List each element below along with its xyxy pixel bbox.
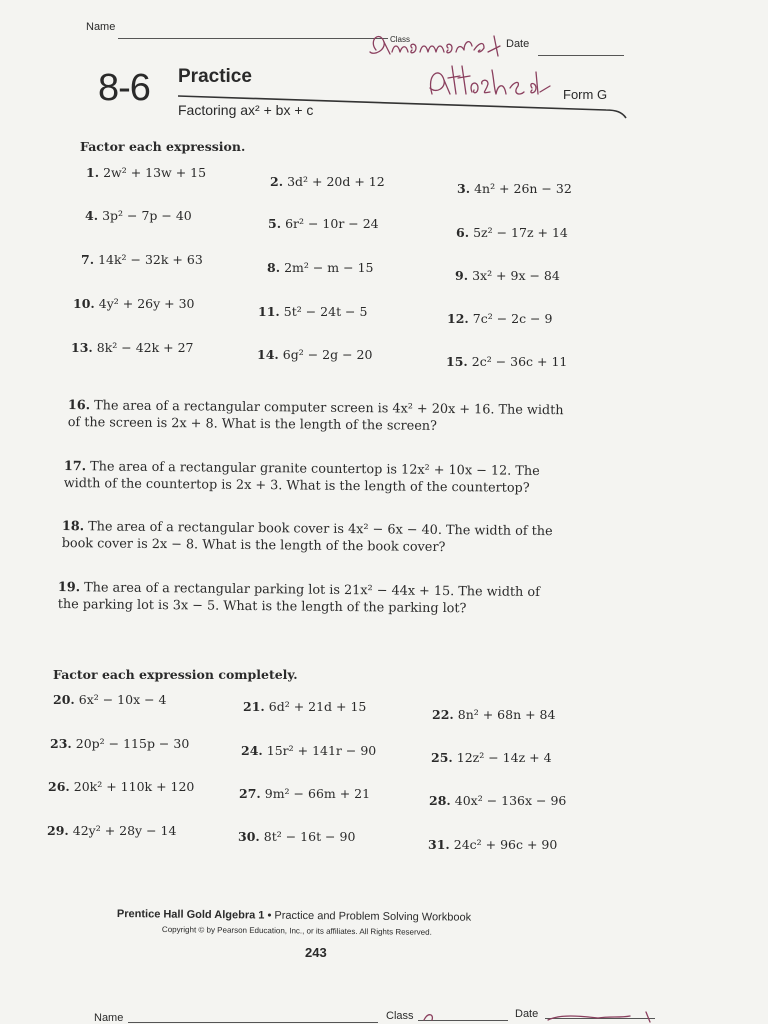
section1-instruction: Factor each expression. — [80, 139, 246, 154]
problem-12: 12. 7c² − 2c − 9 — [447, 311, 553, 326]
problem-20: 20. 6x² − 10x − 4 — [53, 692, 167, 707]
header-rule — [176, 90, 636, 120]
problem-30: 30. 8t² − 16t − 90 — [238, 829, 356, 844]
problem-7: 7. 14k² − 32k + 63 — [81, 252, 203, 267]
problem-24: 24. 15r² + 141r − 90 — [241, 743, 377, 758]
bottom-handwriting-marks — [420, 1008, 660, 1024]
name-label: Name — [86, 21, 116, 33]
problem-22: 22. 8n² + 68n + 84 — [432, 707, 556, 722]
problem-15: 15. 2c² − 36c + 11 — [446, 354, 568, 369]
page-title: Practice — [178, 66, 252, 87]
bottom-name-label: Name — [94, 1012, 124, 1024]
problem-14: 14. 6g² − 2g − 20 — [257, 347, 373, 362]
word-problem-19: 19. The area of a rectangular parking lot is 21x² − 44x + 15. The width of the parking lot is 3x − 5. What is the length of the parking lot? — [57, 579, 540, 617]
problem-8: 8. 2m² − m − 15 — [267, 260, 374, 275]
bottom-date-label: Date — [515, 1008, 539, 1020]
footer-book-title: Prentice Hall Gold Algebra 1 • Practice and Problem Solving Workbook — [116, 908, 472, 924]
date-label: Date — [506, 38, 530, 50]
problem-2: 2. 3d² + 20d + 12 — [270, 174, 385, 189]
problem-9: 9. 3x² + 9x − 84 — [455, 268, 560, 283]
problem-28: 28. 40x² − 136x − 96 — [429, 793, 567, 808]
problem-21: 21. 6d² + 21d + 15 — [243, 699, 367, 714]
problem-29: 29. 42y² + 28y − 14 — [47, 823, 177, 838]
problem-5: 5. 6r² − 10r − 24 — [268, 216, 379, 231]
bottom-class-label: Class — [386, 1010, 414, 1022]
class-label: Class — [390, 35, 411, 44]
problem-3: 3. 4n² + 26n − 32 — [457, 181, 572, 196]
section2-instruction: Factor each expression completely. — [53, 667, 298, 682]
lesson-number: 8-6 — [98, 67, 150, 109]
page-number: 243 — [305, 945, 327, 960]
problem-6: 6. 5z² − 17z + 14 — [456, 225, 568, 240]
bottom-name-line[interactable] — [128, 1022, 378, 1023]
problem-25: 25. 12z² − 14z + 4 — [431, 750, 552, 765]
problem-1: 1. 2w² + 13w + 15 — [86, 165, 207, 180]
word-problem-16: 16. The area of a rectangular computer screen is 4x² + 20x + 16. The width of the screen is 2x + 8. What is the length of the screen? — [67, 397, 564, 434]
name-line[interactable] — [118, 38, 388, 39]
footer-copyright: Copyright © by Pearson Education, Inc., or its affiliates. All Rights Reserved. — [161, 925, 432, 937]
problem-31: 31. 24c² + 96c + 90 — [428, 837, 558, 852]
word-problem-18: 18. The area of a rectangular book cover is 4x² − 6x − 40. The width of the book cover is 2x − 8. What is the length of the book cover? — [61, 518, 553, 556]
problem-27: 27. 9m² − 66m + 21 — [239, 786, 371, 801]
problem-26: 26. 20k² + 110k + 120 — [48, 779, 195, 794]
problem-10: 10. 4y² + 26y + 30 — [73, 296, 195, 311]
problem-11: 11. 5t² − 24t − 5 — [258, 304, 368, 319]
problem-4: 4. 3p² − 7p − 40 — [85, 208, 192, 223]
page-topic: Factoring ax² + bx + c — [178, 102, 314, 118]
form-label: Form G — [563, 87, 608, 102]
problem-23: 23. 20p² − 115p − 30 — [50, 736, 190, 751]
problem-13: 13. 8k² − 42k + 27 — [71, 340, 194, 355]
word-problem-17: 17. The area of a rectangular granite countertop is 12x² + 10x − 12. The width of the countertop is 2x + 3. What is the length of the countertop? — [63, 458, 540, 496]
footer-bullet: • — [267, 909, 272, 922]
